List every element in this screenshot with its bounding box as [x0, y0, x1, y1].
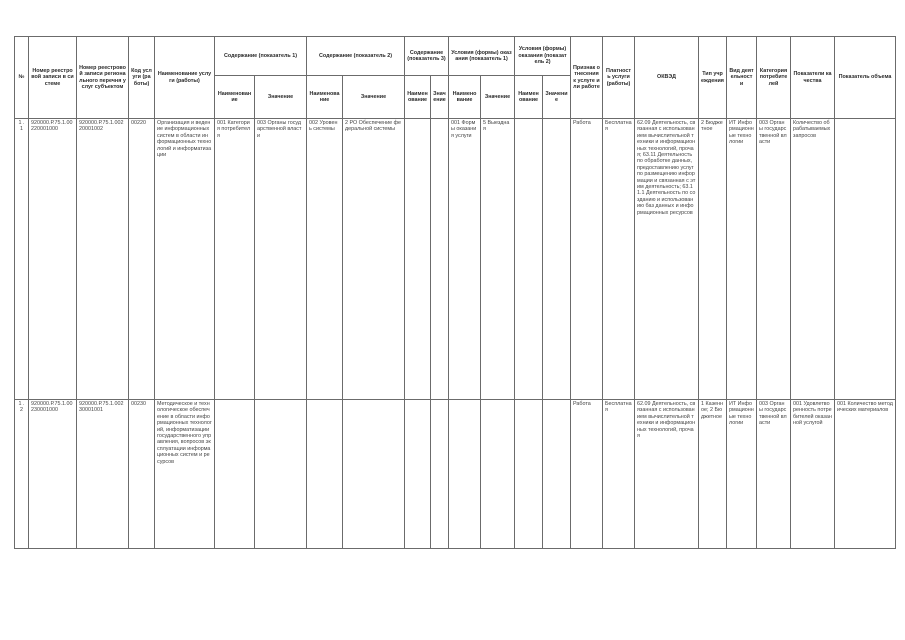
cell-institution-type: 1 Казенное; 2 Бюджетное: [699, 400, 727, 549]
cell-c2-value: 2 РО Обеспечение федеральной системы: [343, 119, 405, 400]
cell-regional-list-number: 920000.Р.75.1.00220001002: [77, 119, 129, 400]
cell-quality: Количество обрабатываемых запросов: [791, 119, 835, 400]
header-content-2: Содержание (показатель 2): [307, 37, 405, 76]
cell-c1-value: 003 Органы государственной власти: [255, 119, 307, 400]
header-service-code: Код услуги (работы): [129, 37, 155, 119]
subheader-u2-name: Наименование: [515, 76, 543, 119]
cell-no: 1 . 1: [15, 119, 29, 400]
cell-u1-name: 001 Формы оказания услуги: [449, 119, 481, 400]
header-consumer-category: Категория потребителей: [757, 37, 791, 119]
cell-consumer-category: 003 Органы государственной власти: [757, 119, 791, 400]
cell-regional-list-number: 920000.Р.75.1.00230001001: [77, 400, 129, 549]
cell-volume: 001 Количество методических материалов: [835, 400, 896, 549]
cell-u2-value: [543, 119, 571, 400]
cell-service-code: 00230: [129, 400, 155, 549]
subheader-u2-value: Значение: [543, 76, 571, 119]
subheader-c2-name: Наименование: [307, 76, 343, 119]
cell-service-name: Методическое и технологическое обеспечение в области информационных технологий, информатизации государственного управления, вопросов эксплуатации информационных систем и ресурсов: [155, 400, 215, 549]
header-activity-type: Вид деятельности: [727, 37, 757, 119]
header-content-3: Содержание (показатель 3): [405, 37, 449, 76]
header-no: №: [15, 37, 29, 119]
cell-activity-type: ИТ Информационные технологии: [727, 119, 757, 400]
cell-payment: Бесплатная: [603, 400, 635, 549]
subheader-u1-value: Значение: [481, 76, 515, 119]
cell-c2-name: 002 Уровень системы: [307, 119, 343, 400]
subheader-u1-name: Наименование: [449, 76, 481, 119]
header-quality-indicators: Показатели качества: [791, 37, 835, 119]
subheader-c1-name: Наименование: [215, 76, 255, 119]
header-content-1: Содержание (показатель 1): [215, 37, 307, 76]
header-registry-number: Номер реестровой записи в системе: [29, 37, 77, 119]
cell-consumer-category: 003 Органы государственной власти: [757, 400, 791, 549]
registry-page: [14, 36, 895, 549]
table-row: [15, 119, 896, 400]
cell-u1-value: [481, 400, 515, 549]
cell-u1-name: [449, 400, 481, 549]
registry-table: [14, 36, 896, 549]
header-okved: ОКВЭД: [635, 37, 699, 119]
cell-volume: [835, 119, 896, 400]
subheader-c3-value: Значение: [431, 76, 449, 119]
header-conditions-1: Условия (формы) оказания (показатель 1): [449, 37, 515, 76]
cell-service-or-work: Работа: [571, 119, 603, 400]
header-payment: Платность услуги (работы): [603, 37, 635, 119]
subheader-c3-name: Наименование: [405, 76, 431, 119]
cell-c1-value: [255, 400, 307, 549]
cell-payment: Бесплатная: [603, 119, 635, 400]
cell-service-name: Организация и ведение информационных систем в области информационных технологий и информатизации: [155, 119, 215, 400]
header-regional-list-number: Номер реестровой записи регионального перечня услуг субъектом: [77, 37, 129, 119]
cell-u2-name: [515, 119, 543, 400]
header-volume-indicators: Показатель объема: [835, 37, 896, 119]
cell-service-code: 00220: [129, 119, 155, 400]
cell-c3-name: [405, 400, 431, 549]
subheader-c2-value: Значение: [343, 76, 405, 119]
cell-c2-value: [343, 400, 405, 549]
cell-registry-number: 920000.Р.75.1.00230001000: [29, 400, 77, 549]
cell-institution-type: 2 Бюджетное: [699, 119, 727, 400]
cell-c1-name: [215, 400, 255, 549]
header-service-or-work: Признак отнесения к услуге или работе: [571, 37, 603, 119]
cell-quality: 001 Удовлетворенность потребителей оказанной услугой: [791, 400, 835, 549]
cell-registry-number: 920000.Р.75.1.00220001000: [29, 119, 77, 400]
header-institution-type: Тип учреждения: [699, 37, 727, 119]
table-row: [15, 400, 896, 549]
cell-activity-type: ИТ Информационные технологии: [727, 400, 757, 549]
cell-c3-value: [431, 400, 449, 549]
cell-c1-name: 001 Категория потребителя: [215, 119, 255, 400]
cell-u1-value: 5 Выездная: [481, 119, 515, 400]
cell-okved: 62.09 Деятельность, связанная с использованием вычислительной техники и информационных технологий, прочая; 63.11 Деятельность по обработке данных, предоставлению услуг по размещению информации и связанная с этим деятельность; 63.11.1 Деятельность по созданию и использованию баз данных и информационных ресурсов: [635, 119, 699, 400]
cell-c3-value: [431, 119, 449, 400]
cell-c3-name: [405, 119, 431, 400]
header-service-name: Наименование услуги (работы): [155, 37, 215, 119]
cell-no: 1 . 2: [15, 400, 29, 549]
cell-c2-name: [307, 400, 343, 549]
subheader-c1-value: Значение: [255, 76, 307, 119]
cell-u2-value: [543, 400, 571, 549]
header-conditions-2: Условия (формы) оказания (показатель 2): [515, 37, 571, 76]
cell-okved: 62.09 Деятельность, связанная с использованием вычислительной техники и информационных технологий, прочая: [635, 400, 699, 549]
cell-u2-name: [515, 400, 543, 549]
cell-service-or-work: Работа: [571, 400, 603, 549]
